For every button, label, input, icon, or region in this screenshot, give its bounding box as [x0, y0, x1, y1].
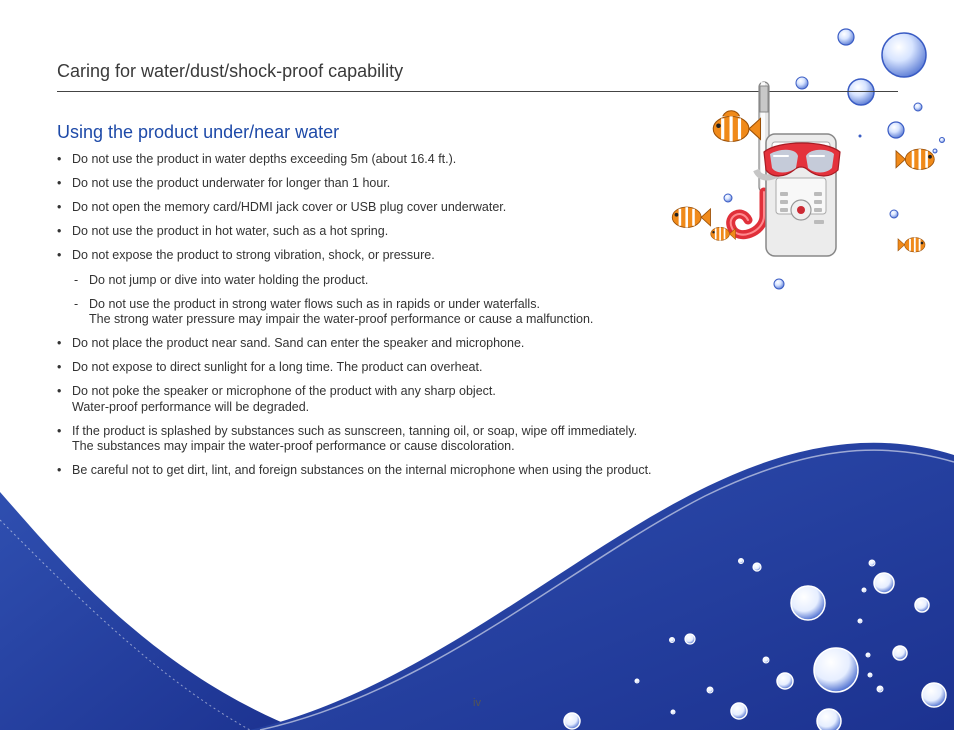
sub-list-item	[72, 273, 717, 289]
bullet-text: • If the product is splashed by substances such as sunscreen, tanning oil, or soap, wipe off immediately.	[72, 423, 638, 438]
section-content	[57, 152, 717, 487]
bullet-text: • Do not expose to direct sunlight for a long time. The product can overheat.	[72, 360, 483, 374]
bullet-text: • Do not expose the product to strong vibration, shock, or pressure.	[72, 248, 435, 262]
list-item	[57, 360, 717, 376]
sub-list	[72, 273, 717, 328]
wave-left	[0, 492, 300, 730]
list-item	[57, 224, 717, 240]
sub-list-item	[72, 297, 717, 328]
fish-icon	[672, 207, 710, 227]
fish-icon	[896, 149, 934, 169]
bullet-continuation: The substances may impair the water-proof performance or cause discoloration.	[72, 439, 515, 453]
bullet-text: • Do not use the product underwater for longer than 1 hour.	[72, 176, 391, 190]
list-item	[57, 152, 717, 168]
sub-item-text: - Do not use the product in strong water flows such as in rapids or under waterfalls.	[89, 296, 540, 311]
bullet-list	[57, 152, 717, 479]
bullet-text: • Do not place the product near sand. Sand can enter the speaker and microphone.	[72, 336, 525, 350]
bullet-continuation: Water-proof performance will be degraded.	[72, 399, 310, 414]
list-item	[57, 384, 717, 415]
list-item	[57, 200, 717, 216]
sub-item-text: - Do not jump or dive into water holding the product.	[89, 272, 369, 287]
fish-icon	[898, 238, 925, 252]
camcorder-with-snorkel-mask-icon	[660, 20, 954, 300]
list-item	[57, 336, 717, 352]
list-item	[57, 176, 717, 192]
list-item	[57, 248, 717, 328]
bullet-text: • Do not use the product in hot water, such as a hot spring.	[72, 224, 389, 238]
page-number: iv	[473, 697, 481, 709]
bullet-text: • Do not open the memory card/HDMI jack cover or USB plug cover underwater.	[72, 200, 507, 214]
bullet-text: • Be careful not to get dirt, lint, and foreign substances on the internal microphone when using the product.	[72, 463, 652, 477]
section-heading: Using the product under/near water	[57, 122, 340, 142]
list-item	[57, 463, 717, 479]
bullet-text: • Do not use the product in water depths exceeding 5m (about 16.4 ft.).	[72, 152, 457, 166]
page-title: Caring for water/dust/shock-proof capability	[57, 61, 404, 81]
bullet-text: • Do not poke the speaker or microphone of the product with any sharp object.	[72, 384, 496, 398]
sub-item-continuation: The strong water pressure may impair the water-proof performance or cause a malfunction.	[89, 312, 594, 326]
fish-icon	[713, 111, 760, 142]
list-item	[57, 424, 717, 455]
